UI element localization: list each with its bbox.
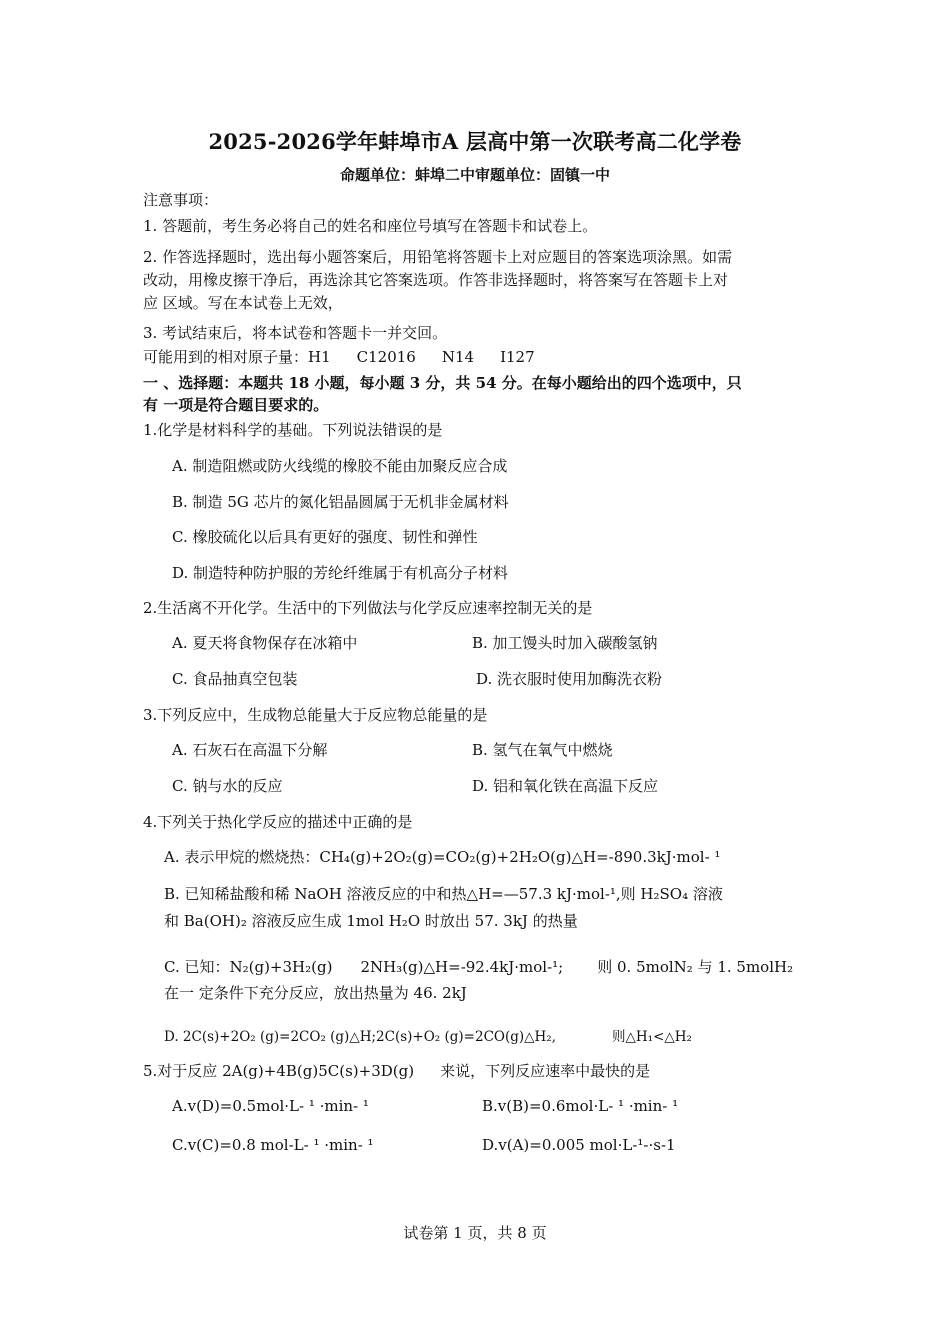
q1-stem: 1.化学是材料科学的基础。下列说法错误的是	[143, 421, 443, 439]
q5-option-c: C.v(C)=0.8 mol-L- ¹ ·min- ¹	[172, 1136, 374, 1154]
q5-stem	[143, 1061, 650, 1081]
q5-option-a: A.v(D)=0.5mol·L- ¹ ·min- ¹	[172, 1097, 369, 1115]
atomic-label: 可能用到的相对原子量：	[143, 348, 309, 366]
q4-c-part-2: 2NH₃(g)△H=-92.4kJ·mol-¹;	[360, 958, 564, 976]
q5-option-b: B.v(B)=0.6mol·L- ¹ ·min- ¹	[482, 1097, 679, 1115]
atomic-h: H1	[308, 348, 331, 366]
q4-option-a: A. 表示甲烷的燃烧热：CH₄(g)+2O₂(g)=CO₂(g)+2H₂O(g)△H=-890.3kJ·mol- ¹	[164, 848, 721, 866]
q3-stem: 3.下列反应中，生成物总能量大于反应物总能量的是	[143, 706, 488, 724]
q2-option-d: D. 洗衣服时使用加酶洗衣粉	[476, 670, 663, 688]
q3-option-b: B. 氢气在氧气中燃烧	[472, 741, 613, 759]
q2-stem: 2.生活离不开化学。生活中的下列做法与化学反应速率控制无关的是	[143, 599, 593, 617]
note-1: 1. 答题前，考生务必将自己的姓名和座位号填写在答题卡和试卷上。	[143, 217, 598, 235]
q3-option-c: C. 钠与水的反应	[172, 777, 283, 795]
q1-option-d: D. 制造特种防护服的芳纶纤维属于有机高分子材料	[172, 564, 509, 582]
notes-heading: 注意事项：	[143, 191, 219, 209]
q3-option-a: A. 石灰石在高温下分解	[172, 741, 328, 759]
page-footer: 试卷第 1 页，共 8 页	[403, 1224, 547, 1242]
note-3: 3. 考试结束后，将本试卷和答题卡一并交回。	[143, 324, 448, 342]
q4-option-b-line-2: 和 Ba(OH)₂ 溶液反应生成 1mol H₂O 时放出 57. 3kJ 的热量	[164, 912, 578, 930]
section-1-line-1: 一 、选择题：本题共 18 小题，每小题 3 分，共 54 分。在每小题给出的四个选项中，只	[143, 374, 742, 392]
q4-c-part-3: 则 0. 5molN₂ 与 1. 5molH₂	[597, 958, 794, 976]
q1-option-b: B. 制造 5G 芯片的氮化铝晶圆属于无机非金属材料	[172, 493, 509, 511]
exam-title: 2025-2026学年蚌埠市A 层高中第一次联考高二化学卷	[208, 129, 742, 154]
q2-option-c: C. 食品抽真空包装	[172, 670, 298, 688]
q1-option-c: C. 橡胶硫化以后具有更好的强度、韧性和弹性	[172, 528, 478, 546]
atomic-masses	[143, 347, 535, 367]
note-2-line-2: 改动，用橡皮擦干净后，再选涂其它答案选项。作答非选择题时，将答案写在答题卡上对	[143, 271, 729, 289]
q4-d-part-2: 则△H₁<△H₂	[612, 1029, 692, 1045]
atomic-n: N14	[441, 348, 475, 366]
q4-option-b-line-1: B. 已知稀盐酸和稀 NaOH 溶液反应的中和热△H=—57.3 kJ·mol-¹,则 H₂SO₄ 溶液	[164, 885, 723, 903]
q5-stem-part-2: 来说，下列反应速率中最快的是	[440, 1062, 651, 1080]
atomic-i: I127	[500, 348, 535, 366]
q4-option-d	[164, 1027, 692, 1047]
q4-c-part-1: C. 已知：N₂(g)+3H₂(g)	[164, 958, 333, 976]
q3-option-d: D. 铝和氧化铁在高温下反应	[472, 777, 659, 795]
atomic-c: C12016	[356, 348, 416, 366]
section-1-line-2: 有 一项是符合题目要求的。	[143, 396, 329, 414]
q4-option-c-line-1	[164, 957, 793, 977]
q4-stem: 4.下列关于热化学反应的描述中正确的是	[143, 813, 413, 831]
q5-stem-part-1: 5.对于反应 2A(g)+4B(g)5C(s)+3D(g)	[143, 1062, 415, 1080]
q5-option-d: D.v(A)=0.005 mol·L-¹-·s-1	[482, 1136, 676, 1154]
q4-option-c-line-2: 在一 定条件下充分反应，放出热量为 46. 2kJ	[164, 984, 467, 1002]
note-2-line-1: 2. 作答选择题时，选出每小题答案后，用铅笔将答题卡上对应题目的答案选项涂黑。如需	[143, 248, 733, 266]
q2-option-a: A. 夏天将食物保存在冰箱中	[172, 634, 358, 652]
q4-d-part-1: D. 2C(s)+2O₂ (g)=2CO₂ (g)△H;2C(s)+O₂ (g)=2CO(g)△H₂,	[164, 1029, 557, 1045]
note-2-line-3: 应 区域。写在本试卷上无效，	[143, 294, 343, 312]
exam-subtitle: 命题单位：蚌埠二中审题单位：固镇一中	[339, 166, 610, 184]
q1-option-a: A. 制造阻燃或防火线缆的橡胶不能由加聚反应合成	[172, 457, 508, 475]
q2-option-b: B. 加工馒头时加入碳酸氢钠	[472, 634, 658, 652]
